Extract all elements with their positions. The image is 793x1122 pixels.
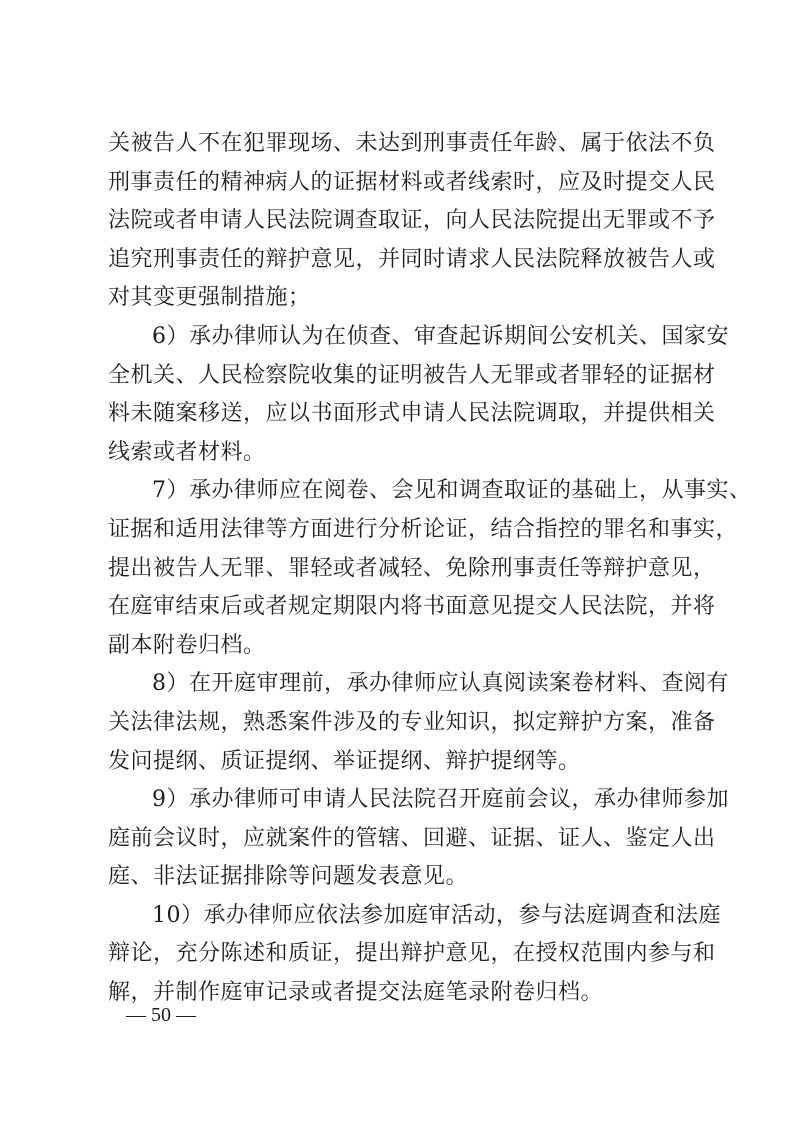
- text-line: 对其变更强制措施；: [108, 285, 311, 311]
- text-line: 全机关、人民检察院收集的证明被告人无罪或者罪轻的证据材: [108, 362, 716, 388]
- text-line: 追究刑事责任的辩护意见，并同时请求人民法院释放被告人或: [108, 246, 716, 272]
- paragraph-8-start: 8）在开庭审理前，承办律师应认真阅读案卷材料、查阅有: [152, 671, 729, 697]
- text-line: 提出被告人无罪、罪轻或者减轻、免除刑事责任等辩护意见，: [108, 555, 716, 581]
- text-line: 料未随案移送，应以书面形式申请人民法院调取，并提供相关: [108, 401, 716, 427]
- text-line: 解，并制作庭审记录或者提交法庭笔录附卷归档。: [108, 980, 604, 1006]
- text-line: 法院或者申请人民法院调查取证，向人民法院提出无罪或不予: [108, 208, 716, 234]
- paragraph-7-start: 7）承办律师应在阅卷、会见和调查取证的基础上，从事实、: [152, 478, 752, 504]
- text-line: 关法律法规，熟悉案件涉及的专业知识，拟定辩护方案，准备: [108, 709, 716, 735]
- text-line: 庭、非法证据排除等问题发表意见。: [108, 864, 469, 890]
- body-text: [108, 125, 752, 1013]
- paragraph-9-start: 9）承办律师可申请人民法院召开庭前会议，承办律师参加: [152, 787, 729, 813]
- text-line: 线索或者材料。: [108, 439, 266, 465]
- text-line: 辩论，充分陈述和质证，提出辩护意见，在授权范围内参与和: [108, 941, 716, 967]
- text-line: 刑事责任的精神病人的证据材料或者线索时，应及时提交人民: [108, 169, 716, 195]
- paragraph-10-start: 10）承办律师应依法参加庭审活动，参与法庭调查和法庭: [152, 902, 721, 928]
- text-line: 副本附卷归档。: [108, 632, 266, 658]
- page-number: — 50 —: [126, 1004, 196, 1026]
- text-line: 证据和适用法律等方面进行分析论证，结合指控的罪名和事实，: [108, 516, 739, 542]
- text-line: 庭前会议时，应就案件的管辖、回避、证据、证人、鉴定人出: [108, 825, 716, 851]
- paragraph-6-start: 6）承办律师认为在侦查、审查起诉期间公安机关、国家安: [152, 323, 729, 349]
- text-line: 发问提纲、质证提纲、举证提纲、辩护提纲等。: [108, 748, 581, 774]
- text-line: 关被告人不在犯罪现场、未达到刑事责任年龄、属于依法不负: [108, 131, 716, 156]
- text-line: 在庭审结束后或者规定期限内将书面意见提交人民法院，并将: [108, 594, 716, 620]
